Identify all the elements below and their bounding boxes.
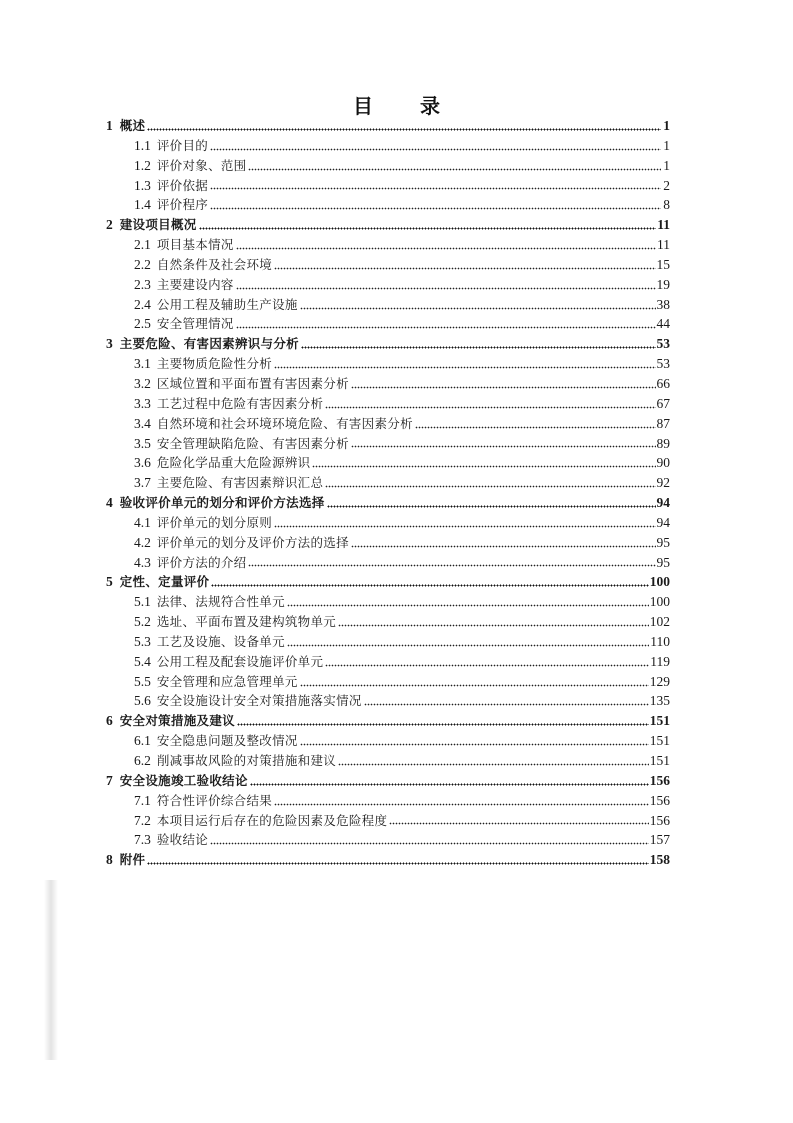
toc-entry-number: 6 [106,713,113,729]
toc-entry-label: 安全管理缺陷危险、有害因素分析 [156,435,349,451]
toc-entry-3-5[interactable] [106,434,670,454]
dot-leader [274,358,655,370]
toc-entry-4-1[interactable] [106,513,670,533]
toc-entry-label: 公用工程及配套设施评价单元 [156,653,324,669]
toc-entry-1[interactable] [106,116,670,136]
toc-entry-number: 3.6 [134,455,151,471]
toc-entry-number: 5.5 [134,673,151,689]
toc-entry-page: 19 [656,276,670,292]
toc-entry-number: 5.4 [134,653,151,669]
toc-entry-number: 7.3 [134,832,151,848]
dot-leader [199,219,657,231]
toc-entry-number: 5.3 [134,633,151,649]
toc-entry-label: 主要危险、有害因素辩识汇总 [156,475,324,491]
toc-entry-1-1[interactable] [106,136,670,156]
toc-entry-page: 151 [649,733,670,749]
toc-entry-page: 67 [656,395,670,411]
dot-leader [364,695,649,707]
toc-entry-number: 4.2 [134,534,151,550]
toc-entry-number: 7 [106,772,113,788]
dot-leader [147,854,648,866]
toc-entry-page: 135 [649,693,670,709]
toc-entry-label: 削减事故风险的对策措施和建议 [156,753,337,768]
toc-entry-5-2[interactable] [106,612,670,632]
toc-entry-3[interactable] [106,334,670,354]
toc-entry-7-1[interactable] [106,791,670,811]
dot-leader [210,140,661,152]
toc-entry-label: 法律、法规符合性单元 [156,594,285,610]
toc-entry-label: 评价程序 [156,197,209,213]
dot-leader [300,676,649,688]
dot-leader [301,338,656,350]
toc-entry-2-3[interactable] [106,275,670,295]
dot-leader [351,437,656,449]
dot-leader [274,517,655,529]
toc-entry-label: 附件 [119,852,146,868]
toc-entry-number: 1.3 [134,177,151,193]
toc-entry-number: 3.1 [134,356,151,372]
toc-entry-page: 2 [663,177,670,193]
toc-entry-label: 安全管理和应急管理单元 [156,673,298,689]
toc-entry-label: 概述 [119,118,146,133]
toc-entry-label: 主要危险、有害因素辨识与分析 [119,336,299,352]
toc-entry-page: 53 [656,336,670,352]
toc-entry-number: 1.2 [134,157,151,173]
dot-leader [300,299,656,311]
toc-entry-page: 8 [663,197,670,213]
toc-entry-label: 工艺及设施、设备单元 [156,633,285,649]
toc-entry-number: 5.1 [134,594,151,610]
toc-entry-label: 验收评价单元的划分和评价方法选择 [119,495,325,511]
dot-leader [327,497,656,509]
toc-entry-label: 自然环境和社会环境环境危险、有害因素分析 [156,415,413,431]
toc-entry-number: 3.5 [134,435,151,451]
dot-leader [351,378,656,390]
toc-entry-7-3[interactable] [106,830,670,850]
toc-entry-8[interactable] [106,850,670,870]
toc-entry-2-5[interactable] [106,314,670,334]
toc-entry-page: 156 [649,792,670,808]
toc-entry-label: 安全隐患问题及整改情况 [156,733,298,749]
toc-entry-page: 95 [656,534,670,550]
toc-entry-5-6[interactable] [106,691,670,711]
toc-entry-page: 151 [649,753,670,768]
dot-leader [274,259,655,271]
toc-entry-label: 安全对策措施及建议 [119,713,235,729]
dot-leader [325,477,655,489]
toc-entry-label: 自然条件及社会环境 [156,256,273,272]
toc-entry-4-2[interactable] [106,533,670,553]
toc-entry-2[interactable] [106,215,670,235]
toc-entry-number: 4.1 [134,514,151,530]
toc-entry-page: 1 [663,118,670,133]
toc-entry-number: 1 [106,118,113,133]
toc-entry-page: 1 [663,157,670,173]
dot-leader [236,279,656,291]
toc-entry-label: 危险化学品重大危险源辨识 [156,455,311,471]
toc-entry-label: 验收结论 [156,832,209,848]
toc-entry-4-3[interactable] [106,553,670,573]
toc-entry-page: 94 [656,514,670,530]
toc-entry-page: 11 [657,237,670,253]
toc-entry-number: 3.2 [134,375,151,391]
toc-entry-1-4[interactable] [106,195,670,215]
toc-entry-number: 5 [106,574,113,590]
toc-entry-2-2[interactable] [106,255,670,275]
toc-entry-label: 项目基本情况 [156,237,234,253]
toc-entry-number: 8 [106,852,113,868]
toc-entry-page: 129 [649,673,670,689]
toc-entry-number: 3.4 [134,415,151,431]
toc-entry-page: 151 [649,713,670,729]
toc-entry-page: 102 [649,614,670,630]
toc-entry-3-6[interactable] [106,453,670,473]
dot-leader [237,715,649,727]
toc-entry-5-1[interactable] [106,592,670,612]
toc-entry-7[interactable] [106,771,670,791]
toc-entry-number: 2.5 [134,316,151,332]
toc-entry-number: 5.6 [134,693,151,709]
toc-entry-number: 3 [106,336,113,352]
toc-entry-label: 本项目运行后存在的危险因素及危险程度 [156,812,388,828]
toc-entry-3-1[interactable] [106,354,670,374]
dot-leader [287,636,649,648]
toc-entry-label: 安全设施竣工验收结论 [119,772,248,788]
toc-entry-page: 1 [663,137,670,153]
toc-entry-page: 11 [657,217,670,233]
toc-entry-label: 定性、定量评价 [119,574,210,590]
toc-entry-page: 90 [656,455,670,471]
toc-entry-page: 157 [649,832,670,848]
dot-leader [236,239,656,251]
toc-entry-5-4[interactable] [106,652,670,672]
toc-entry-6-2[interactable] [106,751,670,771]
toc-entry-number: 1.4 [134,197,151,213]
dot-leader [210,179,661,191]
toc-entry-label: 安全管理情况 [156,316,234,332]
toc-entry-3-4[interactable] [106,414,670,434]
toc-entry-number: 4.3 [134,554,151,570]
toc-entry-page: 15 [656,256,670,272]
toc-entry-page: 100 [649,574,670,590]
dot-leader [338,755,649,767]
toc-entry-page: 156 [649,772,670,788]
toc-entry-3-3[interactable] [106,394,670,414]
toc-entry-3-2[interactable] [106,374,670,394]
dot-leader [300,735,649,747]
toc-entry-label: 公用工程及辅助生产设施 [156,296,298,312]
toc-entry-label: 评价单元的划分原则 [156,514,273,530]
toc-entry-label: 评价目的 [156,137,209,153]
toc-entry-page: 119 [650,653,670,669]
toc-entry-2-4[interactable] [106,295,670,315]
toc-entry-6-1[interactable] [106,731,670,751]
toc-entry-page: 158 [649,852,670,868]
toc-entry-number: 6.1 [134,733,151,749]
toc-entry-page: 100 [649,594,670,610]
toc-entry-7-2[interactable] [106,811,670,831]
toc-entry-label: 工艺过程中危险有害因素分析 [156,395,324,411]
dot-leader [338,616,649,628]
toc-entry-1-3[interactable] [106,176,670,196]
toc-entry-number: 2.2 [134,256,151,272]
toc-entry-page: 87 [656,415,670,431]
toc-entry-number: 6.2 [134,753,151,768]
toc-entry-page: 94 [656,495,670,511]
page-title: 目 录 [353,94,460,119]
toc-entry-6[interactable] [106,711,670,731]
toc-entry-page: 156 [649,812,670,828]
toc-entry-number: 3.7 [134,475,151,491]
toc-entry-5[interactable] [106,572,670,592]
toc-entry-label: 评价对象、范围 [156,157,247,173]
toc-entry-page: 89 [656,435,670,451]
dot-leader [248,160,661,172]
toc-entry-label: 区域位置和平面布置有害因素分析 [156,375,349,391]
toc-entry-page: 53 [656,356,670,372]
dot-leader [248,556,655,568]
toc-entry-2-1[interactable] [106,235,670,255]
toc-entry-1-2[interactable] [106,156,670,176]
dot-leader [274,795,649,807]
dot-leader [236,318,656,330]
toc-entry-number: 3.3 [134,395,151,411]
toc-entry-number: 2.1 [134,237,151,253]
toc-entry-number: 4 [106,495,113,511]
dot-leader [287,596,649,608]
toc-entry-label: 选址、平面布置及建构筑物单元 [156,614,337,630]
dot-leader [325,398,655,410]
toc-entry-label: 评价单元的划分及评价方法的选择 [156,534,349,550]
toc-entry-label: 符合性评价综合结果 [156,792,273,808]
toc-entry-label: 主要物质危险性分析 [156,356,273,372]
toc-entry-number: 2 [106,217,113,233]
dot-leader [210,834,649,846]
dot-leader [415,418,656,430]
toc-entry-number: 7.1 [134,792,151,808]
table-of-contents [106,116,670,870]
dot-leader [389,814,648,826]
toc-entry-label: 评价方法的介绍 [156,554,247,570]
toc-entry-label: 安全设施设计安全对策措施落实情况 [156,693,362,709]
toc-entry-number: 5.2 [134,614,151,630]
toc-entry-number: 1.1 [134,137,151,153]
toc-entry-page: 95 [656,554,670,570]
toc-entry-page: 66 [656,375,670,391]
toc-entry-4[interactable] [106,493,670,513]
dot-leader [312,457,655,469]
toc-entry-label: 建设项目概况 [119,217,197,233]
toc-entry-page: 110 [650,633,670,649]
toc-entry-3-7[interactable] [106,473,670,493]
toc-entry-label: 主要建设内容 [156,276,234,292]
scan-edge-artifact [44,880,58,1060]
toc-entry-page: 92 [656,475,670,491]
dot-leader [250,775,649,787]
toc-entry-number: 2.3 [134,276,151,292]
toc-entry-page: 44 [656,316,670,332]
toc-entry-5-5[interactable] [106,672,670,692]
toc-entry-number: 7.2 [134,812,151,828]
toc-entry-5-3[interactable] [106,632,670,652]
toc-entry-label: 评价依据 [156,177,209,193]
dot-leader [147,120,661,132]
dot-leader [351,537,656,549]
dot-leader [325,656,649,668]
dot-leader [211,576,648,588]
toc-entry-number: 2.4 [134,296,151,312]
toc-entry-page: 38 [656,296,670,312]
dot-leader [210,199,661,211]
